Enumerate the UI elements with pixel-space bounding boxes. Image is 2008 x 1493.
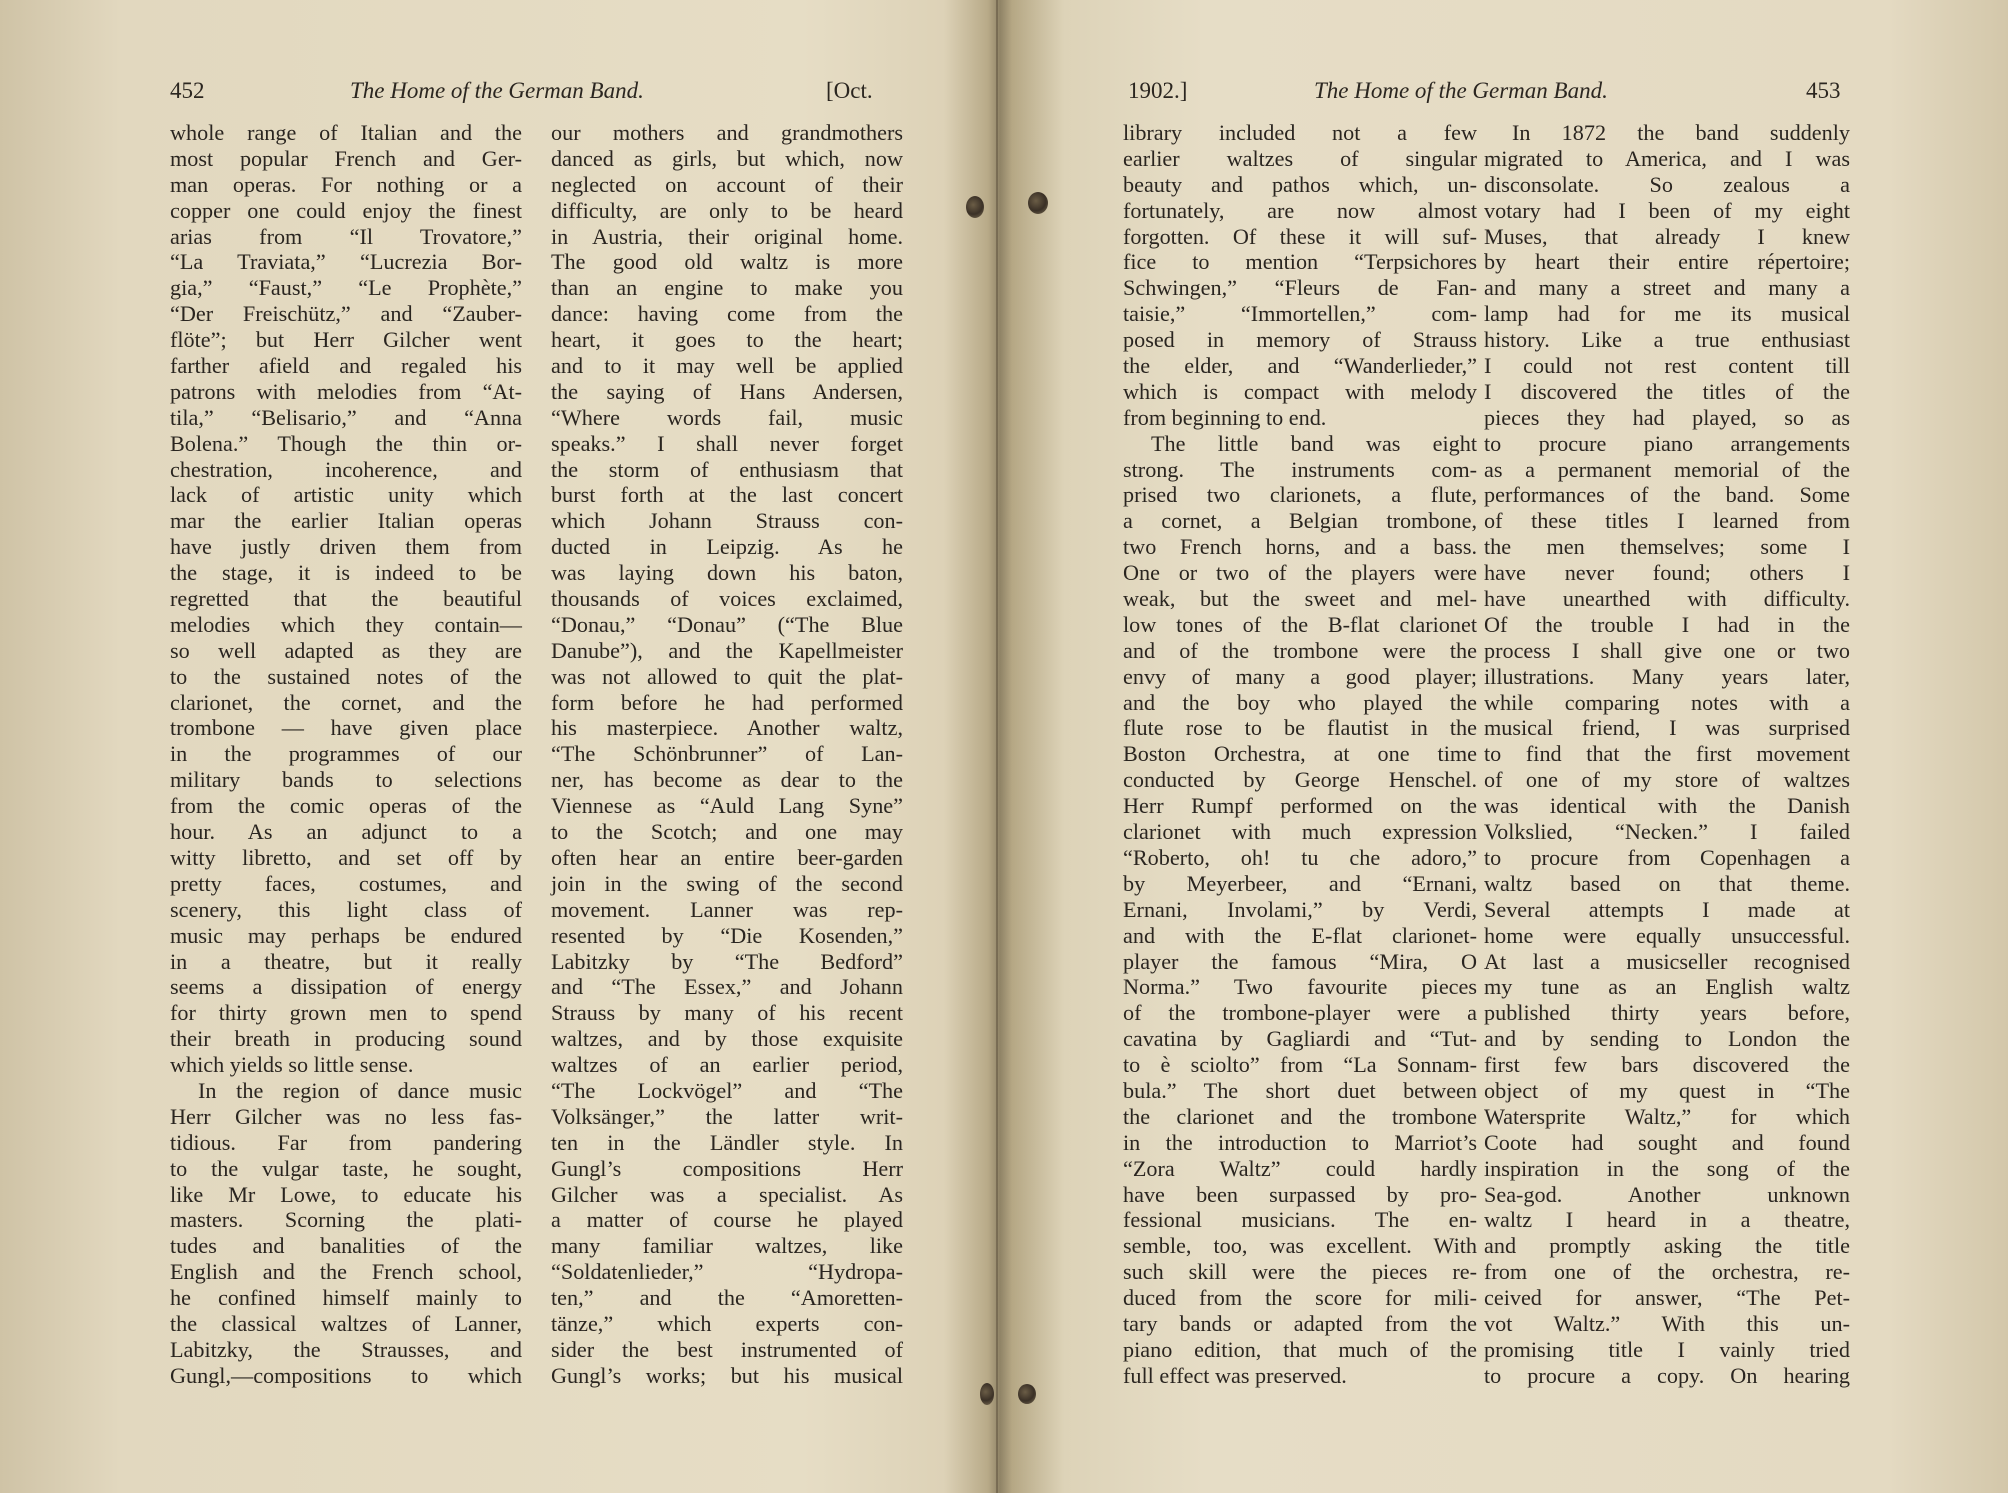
text-line: waltz I heard in a theatre, — [1484, 1207, 1850, 1233]
text-line: inspiration in the song of the — [1484, 1155, 1850, 1181]
text-line: player the famous “Mira, O — [1123, 948, 1477, 974]
text-line: Of the trouble I had in the — [1484, 611, 1850, 637]
text-line: bula.” The short duet between — [1123, 1077, 1477, 1103]
text-line: arias from “Il Trovatore,” — [170, 223, 522, 249]
text-line: from the comic operas of the — [170, 793, 522, 819]
text-line: I discovered the titles of the — [1484, 378, 1850, 404]
text-line: disconsolate. So zealous a — [1484, 171, 1850, 197]
text-line: “Where words fail, music — [551, 404, 903, 430]
text-line: the classical waltzes of Lanner, — [170, 1310, 522, 1336]
text-line: promising title I vainly tried — [1484, 1336, 1850, 1362]
text-line: copper one could enjoy the finest — [170, 197, 522, 223]
text-line: semble, too, was excellent. With — [1123, 1233, 1477, 1259]
text-line: our mothers and grandmothers — [551, 120, 903, 145]
text-line: than an engine to make you — [551, 275, 903, 301]
text-line: which is compact with melody — [1123, 378, 1477, 404]
text-line: the stage, it is indeed to be — [170, 560, 522, 586]
text-line: for thirty grown men to spend — [170, 1000, 522, 1026]
text-line: of these titles I learned from — [1484, 508, 1850, 534]
text-line: was laying down his baton, — [551, 560, 903, 586]
binding-hole — [1028, 192, 1048, 214]
binding-hole — [1018, 1384, 1036, 1404]
text-line: to procure from Copenhagen a — [1484, 844, 1850, 870]
text-line: dance: having come from the — [551, 301, 903, 327]
text-line: tidious. Far from pandering — [170, 1129, 522, 1155]
text-line: “Soldatenlieder,” “Hydropa- — [551, 1259, 903, 1285]
text-line: and “The Essex,” and Johann — [551, 974, 903, 1000]
text-line: waltzes of an earlier period, — [551, 1052, 903, 1078]
text-line: witty libretto, and set off by — [170, 844, 522, 870]
text-line: “La Traviata,” “Lucrezia Bor- — [170, 249, 522, 275]
text-line: tudes and banalities of the — [170, 1233, 522, 1259]
text-line: ceived for answer, “The Pet- — [1484, 1285, 1850, 1311]
text-line: migrated to America, and I was — [1484, 145, 1850, 171]
text-line: duced from the score for mili- — [1123, 1285, 1477, 1311]
text-line: conducted by George Henschel. — [1123, 767, 1477, 793]
text-line: by heart their entire répertoire; — [1484, 249, 1850, 275]
text-line: first few bars discovered the — [1484, 1052, 1850, 1078]
page-number: 453 — [1806, 78, 1841, 103]
text-line: weak, but the sweet and mel- — [1123, 586, 1477, 612]
text-line: seems a dissipation of energy — [170, 974, 522, 1000]
text-line: was not allowed to quit the plat- — [551, 663, 903, 689]
text-line: Danube”), and the Kapellmeister — [551, 637, 903, 663]
text-line: waltzes, and by those exquisite — [551, 1026, 903, 1052]
text-line: full effect was preserved. — [1123, 1362, 1347, 1388]
text-line: Volksänger,” the latter writ- — [551, 1103, 903, 1129]
text-line: in a theatre, but it really — [170, 948, 522, 974]
running-title: The Home of the German Band. — [1314, 78, 1608, 103]
text-line: Coote had sought and found — [1484, 1129, 1850, 1155]
text-line: difficulty, are only to be heard — [551, 197, 903, 223]
text-column-2 — [551, 120, 903, 1389]
text-line: my tune as an English waltz — [1484, 974, 1850, 1000]
text-line: envy of many a good player; — [1123, 663, 1477, 689]
text-line: beauty and pathos which, un- — [1123, 171, 1477, 197]
text-line: sider the best instrumented of — [551, 1336, 903, 1362]
text-line: posed in memory of Strauss — [1123, 327, 1477, 353]
text-line: hour. As an adjunct to a — [170, 819, 522, 845]
text-line: ten in the Ländler style. In — [551, 1129, 903, 1155]
text-line: neglected on account of their — [551, 171, 903, 197]
text-line: Labitzky, the Strausses, and — [170, 1336, 522, 1362]
left-page — [0, 0, 995, 1493]
text-line: Gungl’s compositions Herr — [551, 1155, 903, 1181]
text-line: Norma.” Two favourite pieces — [1123, 974, 1477, 1000]
text-line: Volkslied, “Necken.” I failed — [1484, 819, 1850, 845]
text-line: movement. Lanner was rep- — [551, 896, 903, 922]
text-line: In 1872 the band suddenly — [1512, 120, 1850, 145]
text-line: lamp had for me its musical — [1484, 301, 1850, 327]
text-line: mar the earlier Italian operas — [170, 508, 522, 534]
text-line: Gungl’s works; but his musical — [551, 1362, 903, 1388]
text-line: cavatina by Gagliardi and “Tut- — [1123, 1026, 1477, 1052]
text-line: to find that the first movement — [1484, 741, 1850, 767]
text-line: speaks.” I shall never forget — [551, 430, 903, 456]
text-line: tary bands or adapted from the — [1123, 1310, 1477, 1336]
text-line: often hear an entire beer-garden — [551, 844, 903, 870]
text-line: to the Scotch; and one may — [551, 819, 903, 845]
text-line: patrons with melodies from “At- — [170, 378, 522, 404]
text-line: as a permanent memorial of the — [1484, 456, 1850, 482]
text-line: Strauss by many of his recent — [551, 1000, 903, 1026]
text-line: most popular French and Ger- — [170, 145, 522, 171]
text-line: resented by “Die Kosenden,” — [551, 922, 903, 948]
text-line: I could not rest content till — [1484, 353, 1850, 379]
text-line: scenery, this light class of — [170, 896, 522, 922]
text-line: “Donau,” “Donau” (“The Blue — [551, 611, 903, 637]
text-line: ner, has become as dear to the — [551, 767, 903, 793]
text-line: English and the French school, — [170, 1259, 522, 1285]
text-line: was identical with the Danish — [1484, 793, 1850, 819]
text-line: he confined himself mainly to — [170, 1285, 522, 1311]
text-line: Schwingen,” “Fleurs de Fan- — [1123, 275, 1477, 301]
text-line: have justly driven them from — [170, 534, 522, 560]
text-line: by Meyerbeer, and “Ernani, — [1123, 870, 1477, 896]
text-line: to procure a copy. On hearing — [1484, 1362, 1850, 1388]
text-column-1 — [170, 120, 522, 1389]
text-line: two French horns, and a bass. — [1123, 534, 1477, 560]
text-line: and many a street and many a — [1484, 275, 1850, 301]
text-line: Boston Orchestra, at one time — [1123, 741, 1477, 767]
text-line: to è sciolto” from “La Sonnam- — [1123, 1052, 1477, 1078]
text-line: to the sustained notes of the — [170, 663, 522, 689]
running-title: The Home of the German Band. — [350, 78, 644, 103]
text-line: join in the swing of the second — [551, 870, 903, 896]
text-line: At last a musicseller recognised — [1484, 948, 1850, 974]
text-line: melodies which they contain— — [170, 611, 522, 637]
text-line: in Austria, their original home. — [551, 223, 903, 249]
text-line: ducted in Leipzig. As he — [551, 534, 903, 560]
text-line: and promptly asking the title — [1484, 1233, 1850, 1259]
text-line: strong. The instruments com- — [1123, 456, 1477, 482]
text-line: Bolena.” Though the thin or- — [170, 430, 522, 456]
text-line: pieces they had played, so as — [1484, 404, 1850, 430]
text-line: the clarionet and the trombone — [1123, 1103, 1477, 1129]
text-line: danced as girls, but which, now — [551, 145, 903, 171]
text-line: of one of my store of waltzes — [1484, 767, 1850, 793]
date-mark: [Oct. — [826, 78, 873, 103]
text-line: in the introduction to Marriot’s — [1123, 1129, 1477, 1155]
text-line: chestration, incoherence, and — [170, 456, 522, 482]
text-line: the storm of enthusiasm that — [551, 456, 903, 482]
text-line: earlier waltzes of singular — [1123, 145, 1477, 171]
text-column-1 — [1123, 120, 1477, 1389]
text-line: a matter of course he played — [551, 1207, 903, 1233]
text-line: the elder, and “Wanderlieder,” — [1123, 353, 1477, 379]
text-line: waltz based on that theme. — [1484, 870, 1850, 896]
text-line: thousands of voices exclaimed, — [551, 586, 903, 612]
text-line: which Johann Strauss con- — [551, 508, 903, 534]
text-line: “The Schönbrunner” of Lan- — [551, 741, 903, 767]
text-line: fortunately, are now almost — [1123, 197, 1477, 223]
text-line: a cornet, a Belgian trombone, — [1123, 508, 1477, 534]
text-line: process I shall give one or two — [1484, 637, 1850, 663]
text-line: flöte”; but Herr Gilcher went — [170, 327, 522, 353]
text-line: many familiar waltzes, like — [551, 1233, 903, 1259]
text-line: Herr Rumpf performed on the — [1123, 793, 1477, 819]
gutter-shadow — [996, 0, 998, 1493]
text-line: so well adapted as they are — [170, 637, 522, 663]
text-line: home were equally unsuccessful. — [1484, 922, 1850, 948]
text-line: have unearthed with difficulty. — [1484, 586, 1850, 612]
text-line: fessional musicians. The en- — [1123, 1207, 1477, 1233]
binding-hole — [966, 196, 984, 218]
text-line: regretted that the beautiful — [170, 586, 522, 612]
text-line: “Roberto, oh! tu che adoro,” — [1123, 844, 1477, 870]
text-line: to the vulgar taste, he sought, — [170, 1155, 522, 1181]
text-line: tila,” “Belisario,” and “Anna — [170, 404, 522, 430]
text-line: Muses, that already I knew — [1484, 223, 1850, 249]
text-column-2 — [1484, 120, 1850, 1389]
text-line: burst forth at the last concert — [551, 482, 903, 508]
text-line: have never found; others I — [1484, 560, 1850, 586]
text-line: performances of the band. Some — [1484, 482, 1850, 508]
text-line: from one of the orchestra, re- — [1484, 1259, 1850, 1285]
text-line: which yields so little sense. — [170, 1052, 414, 1078]
text-line: Gungl,—compositions to which — [170, 1362, 522, 1388]
text-line: masters. Scorning the plati- — [170, 1207, 522, 1233]
text-line: trombone — have given place — [170, 715, 522, 741]
text-line: clarionet, the cornet, and the — [170, 689, 522, 715]
page-number: 452 — [170, 78, 205, 103]
text-line: whole range of Italian and the — [170, 120, 522, 145]
text-line: form before he had performed — [551, 689, 903, 715]
text-line: have been surpassed by pro- — [1123, 1181, 1477, 1207]
text-line: low tones of the B-flat clarionet — [1123, 611, 1477, 637]
text-line: Gilcher was a specialist. As — [551, 1181, 903, 1207]
text-line: The good old waltz is more — [551, 249, 903, 275]
text-line: gia,” “Faust,” “Le Prophète,” — [170, 275, 522, 301]
text-line: Labitzky by “The Bedford” — [551, 948, 903, 974]
text-line: illustrations. Many years later, — [1484, 663, 1850, 689]
text-line: and by sending to London the — [1484, 1026, 1850, 1052]
text-line: history. Like a true enthusiast — [1484, 327, 1850, 353]
text-line: music may perhaps be endured — [170, 922, 522, 948]
text-line: library included not a few — [1123, 120, 1477, 145]
text-line: the saying of Hans Andersen, — [551, 378, 903, 404]
text-line: vot Waltz.” With this un- — [1484, 1310, 1850, 1336]
text-line: One or two of the players were — [1123, 560, 1477, 586]
text-line: while comparing notes with a — [1484, 689, 1850, 715]
text-line: Sea-god. Another unknown — [1484, 1181, 1850, 1207]
text-line: tänze,” which experts con- — [551, 1310, 903, 1336]
text-line: flute rose to be flautist in the — [1123, 715, 1477, 741]
text-line: such skill were the pieces re- — [1123, 1259, 1477, 1285]
text-line: their breath in producing sound — [170, 1026, 522, 1052]
text-line: clarionet with much expression — [1123, 819, 1477, 845]
text-line: Ernani, Involami,” by Verdi, — [1123, 896, 1477, 922]
text-line: Several attempts I made at — [1484, 896, 1850, 922]
text-line: from beginning to end. — [1123, 404, 1327, 430]
text-line: musical friend, I was surprised — [1484, 715, 1850, 741]
text-line: to procure piano arrangements — [1484, 430, 1850, 456]
text-line: The little band was eight — [1151, 430, 1477, 456]
text-line: pretty faces, costumes, and — [170, 870, 522, 896]
text-line: and with the E-flat clarionet- — [1123, 922, 1477, 948]
text-line: the men themselves; some I — [1484, 534, 1850, 560]
text-line: heart, it goes to the heart; — [551, 327, 903, 353]
text-line: Viennese as “Auld Lang Syne” — [551, 793, 903, 819]
text-line: piano edition, that much of the — [1123, 1336, 1477, 1362]
text-line: man operas. For nothing or a — [170, 171, 522, 197]
text-line: published thirty years before, — [1484, 1000, 1850, 1026]
right-page — [1010, 0, 2008, 1493]
text-line: “Der Freischütz,” and “Zauber- — [170, 301, 522, 327]
text-line: “Zora Waltz” could hardly — [1123, 1155, 1477, 1181]
text-line: “The Lockvögel” and “The — [551, 1077, 903, 1103]
text-line: forgotten. Of these it will suf- — [1123, 223, 1477, 249]
text-line: taisie,” “Immortellen,” com- — [1123, 301, 1477, 327]
text-line: and of the trombone were the — [1123, 637, 1477, 663]
text-line: in the programmes of our — [170, 741, 522, 767]
text-line: his masterpiece. Another waltz, — [551, 715, 903, 741]
text-line: farther afield and regaled his — [170, 353, 522, 379]
text-line: fice to mention “Terpsichores — [1123, 249, 1477, 275]
text-line: and the boy who played the — [1123, 689, 1477, 715]
text-line: lack of artistic unity which — [170, 482, 522, 508]
binding-hole — [980, 1383, 994, 1405]
text-line: Watersprite Waltz,” for which — [1484, 1103, 1850, 1129]
text-line: of the trombone-player were a — [1123, 1000, 1477, 1026]
right-page-header — [1010, 78, 2008, 112]
text-line: and to it may well be applied — [551, 353, 903, 379]
text-line: object of my quest in “The — [1484, 1077, 1850, 1103]
left-page-header — [0, 78, 995, 112]
text-line: In the region of dance music — [198, 1077, 522, 1103]
text-line: prised two clarionets, a flute, — [1123, 482, 1477, 508]
date-mark: 1902.] — [1128, 78, 1188, 103]
text-line: like Mr Lowe, to educate his — [170, 1181, 522, 1207]
text-line: ten,” and the “Amoretten- — [551, 1285, 903, 1311]
text-line: military bands to selections — [170, 767, 522, 793]
text-line: Herr Gilcher was no less fas- — [170, 1103, 522, 1129]
text-line: votary had I been of my eight — [1484, 197, 1850, 223]
